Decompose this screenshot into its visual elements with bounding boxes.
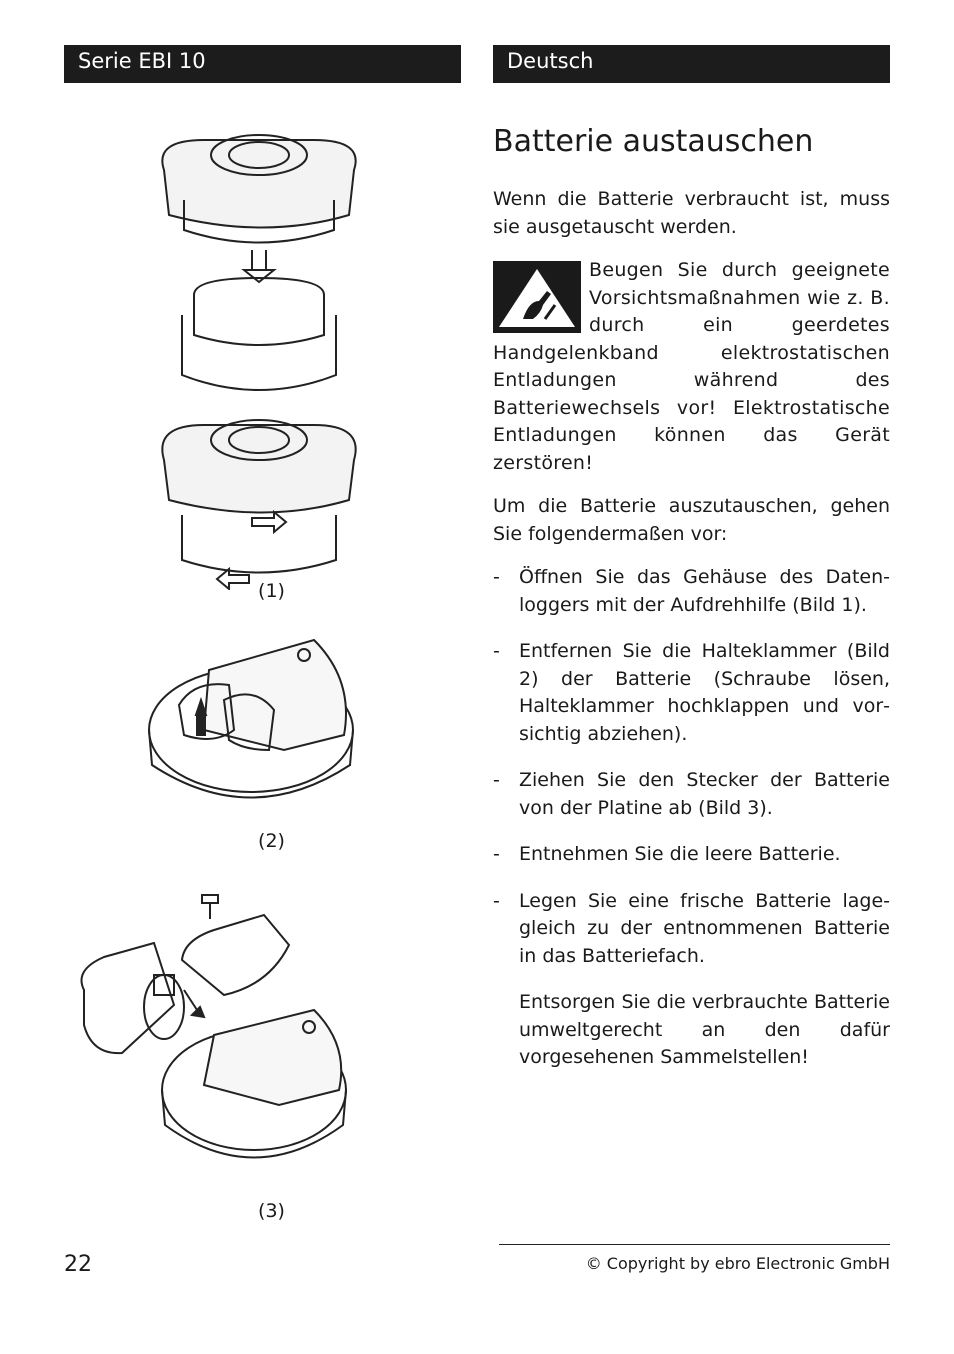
list-bullet: - [493,889,500,912]
header-series: Serie EBI 10 [64,45,461,83]
steps-list [493,564,890,970]
list-bullet: - [493,640,500,662]
battery-removal-illustration [64,885,461,1190]
list-item: - Entnehmen Sie die leere Batterie. [493,841,890,869]
footer-divider [499,1244,890,1245]
intro-paragraph: Wenn die Batterie verbraucht ist, muss sie ausgetauscht werden. [493,188,890,238]
instruction-column [493,120,890,1072]
steps-intro: Um die Batterie auszutauschen, gehen Sie folgendermaßen vor: [493,495,890,545]
figure-2 [64,630,461,860]
figure-1 [64,120,461,610]
esd-warning-text: Beugen Sie durch geeignete Vorsichtsmaßnahmen wie z. B. durch ein geerdetes Handgelenkband elektrostatischen Entladungen während des Batteriewechsels vor! Elektrostatische Entladungen können das Gerät zerstören! [493,259,890,474]
page-number: 22 [64,1252,92,1277]
disposal-note: Entsorgen Sie die verbrauchte Batterie umweltgerecht an den dafür vorgesehenen Sammelstellen! [519,991,890,1068]
list-item: - Entfernen Sie die Halteklammer (Bild 2) der Batterie (Schraube lösen, Halteklammer hochklappen und vorsichtig abziehen). [493,640,890,745]
esd-warning-block [493,257,890,493]
list-item: - Legen Sie eine frische Batterie lagegleich zu der entnommenen Batterie in das Batteriefach. [493,889,890,967]
figure-2-caption: (2) [258,830,285,852]
list-item: - Öffnen Sie das Gehäuse des Datenloggers mit der Aufdrehhilfe (Bild 1). [493,566,890,616]
list-bullet: - [493,566,500,588]
list-bullet: - [493,843,500,865]
opening-tool-illustration [64,120,461,590]
header-language: Deutsch [493,45,890,83]
battery-clip-illustration [64,630,461,825]
list-bullet: - [493,769,500,791]
figure-3-caption: (3) [258,1200,285,1222]
page-title: Batterie austauschen [493,124,814,159]
esd-warning-icon [493,261,581,333]
figure-1-caption: (1) [258,580,285,602]
copyright-notice: © Copyright by ebro Electronic GmbH [585,1254,890,1273]
figure-3 [64,885,461,1225]
list-item: - Ziehen Sie den Stecker der Batterie von der Platine ab (Bild 3). [493,769,890,819]
